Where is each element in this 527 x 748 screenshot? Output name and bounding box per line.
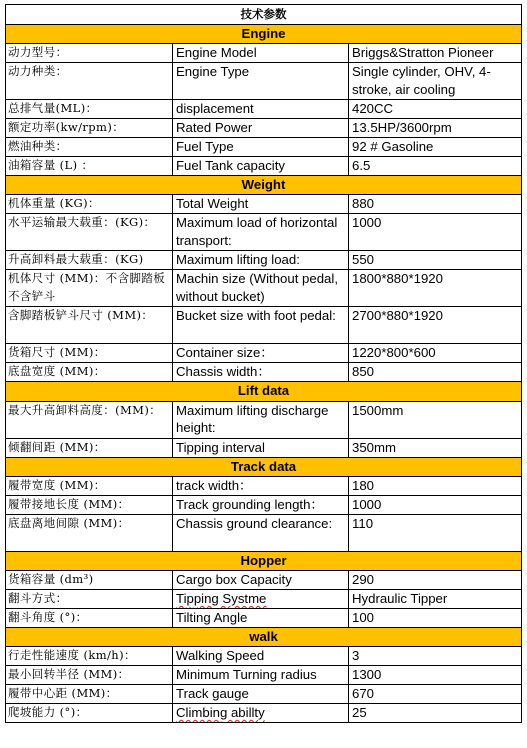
table-row xyxy=(6,157,522,176)
cell-zh: 爬坡能力 (°)： xyxy=(6,704,173,723)
cell-zh: 额定功率(kw/rpm)： xyxy=(6,119,173,138)
cell-en: displacement xyxy=(173,100,349,119)
cell-value: 420CC xyxy=(349,100,522,119)
cell-value: 3 xyxy=(349,647,522,666)
cell-value: 290 xyxy=(349,571,522,590)
section-header-weight xyxy=(6,176,522,195)
cell-en: Cargo box Capacity xyxy=(173,571,349,590)
cell-en: Container size： xyxy=(173,344,349,363)
cell-value: 1000 xyxy=(349,214,522,251)
table-row xyxy=(6,63,522,100)
cell-value: Briggs&Stratton Pioneer xyxy=(349,44,522,63)
cell-zh: 翻斗角度 (°)： xyxy=(6,609,173,628)
section-title: Track data xyxy=(6,457,522,476)
cell-value: 13.5HP/3600rpm xyxy=(349,119,522,138)
table-row xyxy=(6,401,522,438)
section-header-engine xyxy=(6,25,522,44)
section-title: Engine xyxy=(6,25,522,44)
cell-en: Total Weight xyxy=(173,195,349,214)
section-header-walk xyxy=(6,628,522,647)
cell-value: 1500mm xyxy=(349,401,522,438)
table-row xyxy=(6,666,522,685)
table-row xyxy=(6,514,522,551)
cell-zh: 含脚踏板铲斗尺寸 (MM)： xyxy=(6,307,173,344)
cell-value: 100 xyxy=(349,609,522,628)
cell-zh: 底盘宽度 (MM)： xyxy=(6,363,173,382)
cell-zh: 货箱尺寸 (MM)： xyxy=(6,344,173,363)
table-row xyxy=(6,344,522,363)
cell-zh: 最小回转半径 (MM)： xyxy=(6,666,173,685)
cell-en: Maximum lifting discharge height: xyxy=(173,401,349,438)
spellcheck-text: Tipping Systme xyxy=(176,591,267,607)
cell-value: 880 xyxy=(349,195,522,214)
cell-en: Bucket size with foot pedal: xyxy=(173,307,349,344)
cell-zh: 翻斗方式： xyxy=(6,590,173,609)
cell-value: 1000 xyxy=(349,495,522,514)
section-title: Lift data xyxy=(6,382,522,401)
cell-en: track width： xyxy=(173,476,349,495)
section-title: Hopper xyxy=(6,551,522,570)
cell-value: 2700*880*1920 xyxy=(349,307,522,344)
cell-value: 1800*880*1920 xyxy=(349,270,522,307)
cell-zh: 动力型号： xyxy=(6,44,173,63)
table-row xyxy=(6,704,522,723)
table-row xyxy=(6,590,522,609)
cell-value: 1300 xyxy=(349,666,522,685)
cell-zh: 行走性能速度 (km/h)： xyxy=(6,647,173,666)
cell-en: Chassis width： xyxy=(173,363,349,382)
cell-zh: 最大升高卸料高度：(MM)： xyxy=(6,401,173,438)
cell-en: Track grounding length： xyxy=(173,495,349,514)
title-row xyxy=(6,5,522,25)
cell-value: 350mm xyxy=(349,438,522,457)
cell-value: 670 xyxy=(349,685,522,704)
table-row xyxy=(6,44,522,63)
cell-zh: 履带宽度 (MM)： xyxy=(6,476,173,495)
table-row xyxy=(6,495,522,514)
table-row xyxy=(6,214,522,251)
cell-en: Fuel Tank capacity xyxy=(173,157,349,176)
cell-zh: 倾翻间距 (MM)： xyxy=(6,438,173,457)
table-row xyxy=(6,609,522,628)
cell-zh: 动力种类： xyxy=(6,63,173,100)
table-row xyxy=(6,685,522,704)
section-header-track-data xyxy=(6,457,522,476)
table-row xyxy=(6,251,522,270)
table-row xyxy=(6,476,522,495)
cell-en: Maximum load of horizontal transport: xyxy=(173,214,349,251)
cell-value: 550 xyxy=(349,251,522,270)
cell-value: 25 xyxy=(349,704,522,723)
table-row xyxy=(6,307,522,344)
cell-value: Hydraulic Tipper xyxy=(349,590,522,609)
cell-en: Engine Model xyxy=(173,44,349,63)
table-title: 技术参数 xyxy=(6,5,522,25)
table-row xyxy=(6,363,522,382)
cell-value: 1220*800*600 xyxy=(349,344,522,363)
cell-zh: 升高卸料最大载重：(KG) xyxy=(6,251,173,270)
cell-zh: 机体尺寸 (MM)：不含脚踏板不含铲斗 xyxy=(6,270,173,307)
table-row xyxy=(6,438,522,457)
cell-value: 6.5 xyxy=(349,157,522,176)
cell-en: Walking Speed xyxy=(173,647,349,666)
cell-en: Fuel Type xyxy=(173,138,349,157)
section-header-hopper xyxy=(6,551,522,570)
spellcheck-text: Climbing abillty xyxy=(176,705,265,721)
cell-en: Rated Power xyxy=(173,119,349,138)
table-row xyxy=(6,100,522,119)
cell-zh: 油箱容量 (L) ： xyxy=(6,157,173,176)
cell-en: Machin size (Without pedal, without bucket) xyxy=(173,270,349,307)
cell-en: Chassis ground clearance: xyxy=(173,514,349,551)
cell-en: Track gauge xyxy=(173,685,349,704)
table-row xyxy=(6,119,522,138)
cell-en xyxy=(173,704,349,723)
table-row xyxy=(6,571,522,590)
cell-en: Maximum lifting load: xyxy=(173,251,349,270)
section-title: Weight xyxy=(6,176,522,195)
cell-en: Engine Type xyxy=(173,63,349,100)
cell-zh: 机体重量 (KG)： xyxy=(6,195,173,214)
cell-en: Minimum Turning radius xyxy=(173,666,349,685)
cell-value: 110 xyxy=(349,514,522,551)
cell-zh: 燃油种类： xyxy=(6,138,173,157)
cell-en: Tipping interval xyxy=(173,438,349,457)
cell-zh: 履带中心距 (MM)： xyxy=(6,685,173,704)
cell-zh: 水平运输最大载重：(KG)： xyxy=(6,214,173,251)
table-row xyxy=(6,138,522,157)
table-row xyxy=(6,195,522,214)
cell-zh: 总排气量(ML)： xyxy=(6,100,173,119)
table-row xyxy=(6,270,522,307)
cell-zh: 货箱容量 (dm³) xyxy=(6,571,173,590)
cell-value: 92 # Gasoline xyxy=(349,138,522,157)
cell-zh: 履带接地长度 (MM)： xyxy=(6,495,173,514)
section-header-lift-data xyxy=(6,382,522,401)
cell-value: 180 xyxy=(349,476,522,495)
cell-value: 850 xyxy=(349,363,522,382)
spec-table xyxy=(5,4,522,723)
section-title: walk xyxy=(6,628,522,647)
cell-value: Single cylinder, OHV, 4-stroke, air cooling xyxy=(349,63,522,100)
cell-en xyxy=(173,590,349,609)
table-row xyxy=(6,647,522,666)
cell-zh: 底盘离地间隙 (MM)： xyxy=(6,514,173,551)
cell-en: Tilting Angle xyxy=(173,609,349,628)
